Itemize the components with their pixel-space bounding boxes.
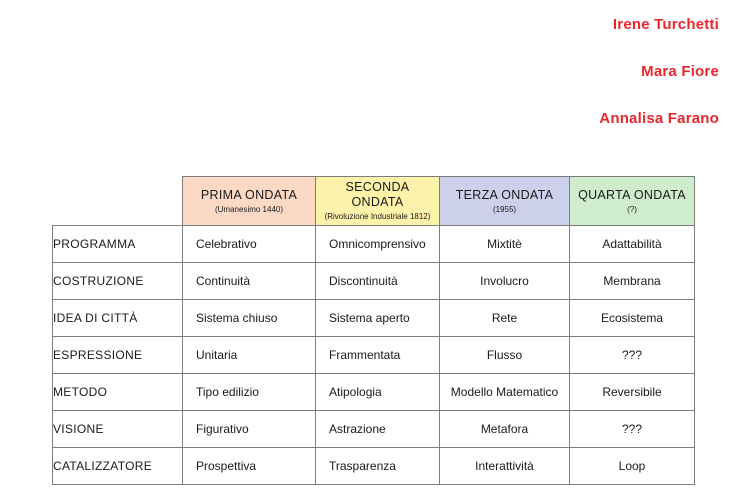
table-cell: Celebrativo [183, 226, 316, 263]
column-header-title: SECONDA ONDATA [345, 180, 410, 209]
table-cell: Flusso [440, 337, 570, 374]
table-cell: Involucro [440, 263, 570, 300]
table-cell: Continuità [183, 263, 316, 300]
authors-block [299, 0, 719, 127]
table-row [53, 226, 695, 263]
table-cell: Interattività [440, 448, 570, 485]
column-header-subtitle: (1955) [492, 204, 517, 214]
column-header-subtitle: (?) [627, 204, 637, 214]
table-cell: Modello Matematico [440, 374, 570, 411]
table-row [53, 300, 695, 337]
table-row [53, 448, 695, 485]
table-cell: Sistema chiuso [183, 300, 316, 337]
column-header-title: QUARTA ONDATA [578, 187, 686, 202]
table-corner-cell [53, 177, 183, 226]
author-name-3: Annalisa Farano [599, 110, 719, 127]
row-label-costruzione: COSTRUZIONE [53, 263, 183, 300]
row-label-catalizzatore: CATALIZZATORE [53, 448, 183, 485]
table-cell: ??? [570, 337, 695, 374]
table-row [53, 411, 695, 448]
table-cell: Reversibile [570, 374, 695, 411]
table-row [53, 374, 695, 411]
table-cell: Loop [570, 448, 695, 485]
table-cell: Rete [440, 300, 570, 337]
row-label-programma: PROGRAMMA [53, 226, 183, 263]
column-header-subtitle: (Umanesimo 1440) [214, 204, 284, 214]
table-cell: Unitaria [183, 337, 316, 374]
table-cell: Prospettiva [183, 448, 316, 485]
table-cell: Sistema aperto [316, 300, 440, 337]
row-label-idea-di-citta: IDEA DI CITTÀ [53, 300, 183, 337]
column-header-quarta-ondata [570, 177, 695, 226]
table-cell: Adattabilità [570, 226, 695, 263]
table-header-row [53, 177, 695, 226]
table-cell: ??? [570, 411, 695, 448]
table-cell: Astrazione [316, 411, 440, 448]
table-cell: Atipologia [316, 374, 440, 411]
column-header-prima-ondata [183, 177, 316, 226]
column-header-seconda-ondata [316, 177, 440, 226]
table-cell: Frammentata [316, 337, 440, 374]
comparison-table [52, 176, 695, 485]
table-cell: Metafora [440, 411, 570, 448]
row-label-espressione: ESPRESSIONE [53, 337, 183, 374]
table-cell: Trasparenza [316, 448, 440, 485]
table-cell: Membrana [570, 263, 695, 300]
table-cell: Omnicomprensivo [316, 226, 440, 263]
column-header-title: PRIMA ONDATA [200, 187, 298, 202]
column-header-title: TERZA ONDATA [455, 187, 554, 202]
author-name-2: Mara Fiore [641, 63, 719, 80]
row-label-visione: VISIONE [53, 411, 183, 448]
table-cell: Ecosistema [570, 300, 695, 337]
table-cell: Figurativo [183, 411, 316, 448]
table-row [53, 337, 695, 374]
table-cell: Mixtitè [440, 226, 570, 263]
column-header-subtitle: (Rivoluzione Industriale 1812) [324, 212, 431, 221]
author-name-1: Irene Turchetti [612, 16, 719, 33]
table-row [53, 263, 695, 300]
row-label-metodo: METODO [53, 374, 183, 411]
comparison-table-container [52, 176, 695, 485]
table-cell: Tipo edilizio [183, 374, 316, 411]
column-header-terza-ondata [440, 177, 570, 226]
table-cell: Discontinuità [316, 263, 440, 300]
